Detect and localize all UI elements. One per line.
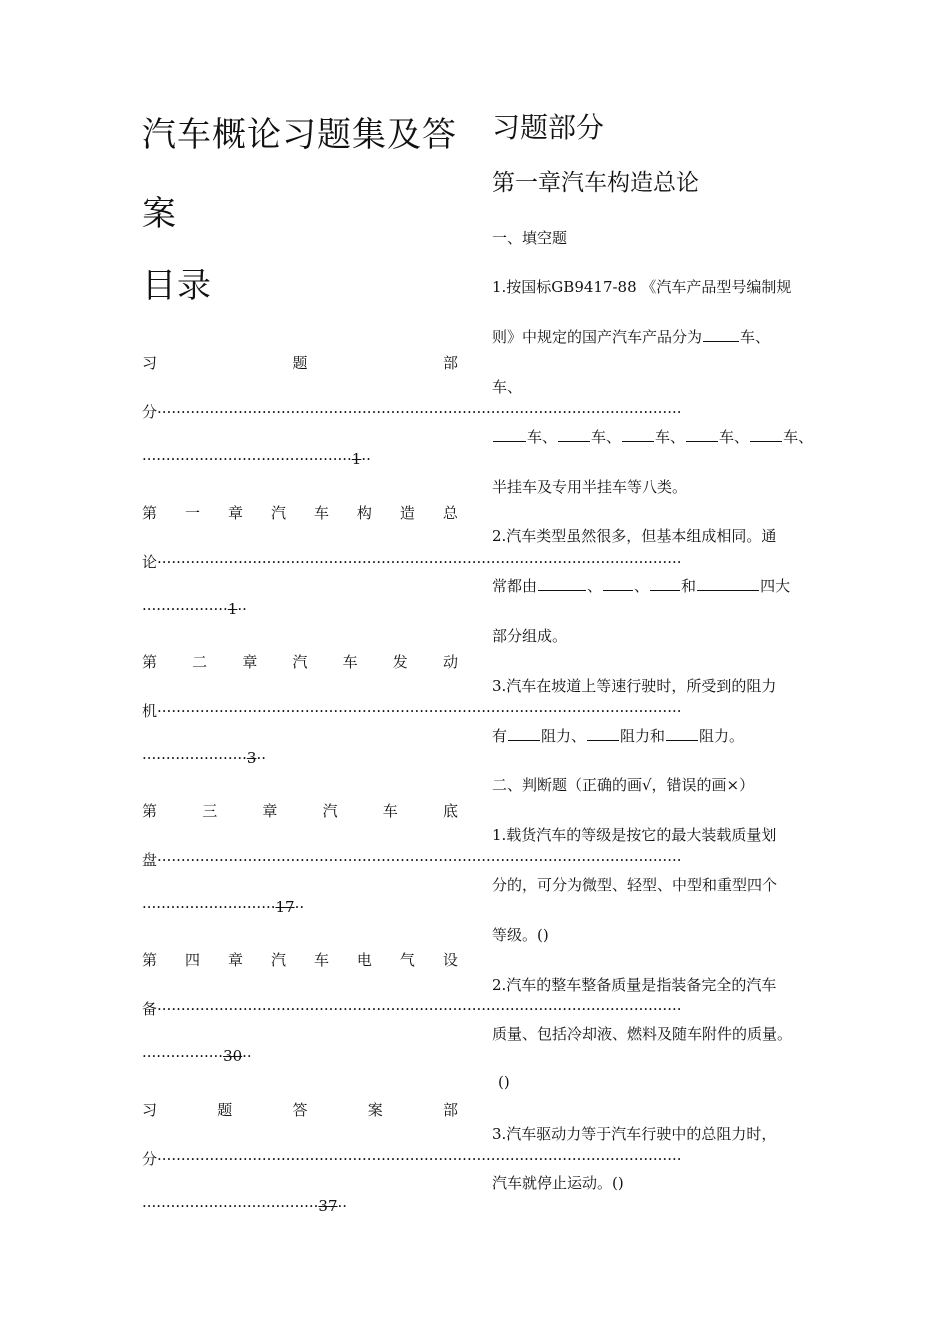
toc-leader-dots: ··	[294, 898, 305, 916]
toc-entry-continuation	[142, 998, 682, 1019]
toc-leader-dots: ··	[237, 600, 247, 618]
toc-heading: 目录	[142, 266, 212, 306]
toc-heading-char: 第	[142, 653, 158, 671]
section-title: 习题部分	[492, 111, 605, 144]
toc-entry-continuation	[142, 1148, 682, 1169]
toc-heading-char: 一	[184, 504, 200, 522]
toc-entry-continuation	[142, 401, 682, 422]
toc-continuation-char: 分	[142, 403, 158, 421]
toc-heading-char: 底	[442, 802, 458, 820]
toc-heading-char: 汽	[270, 504, 286, 522]
toc-heading-char: 第	[142, 504, 158, 522]
toc-heading-char: 章	[227, 951, 243, 969]
toc-leader-dots: ··············································································································	[157, 851, 682, 869]
toc-entry-heading	[142, 800, 458, 821]
doc-title-line2: 案	[142, 194, 177, 234]
q1-line3: 车、	[492, 378, 523, 396]
toc-leader-dots: ············································	[142, 450, 352, 468]
toc-entry-continuation	[142, 849, 682, 870]
toc-leader-dots: ··············································································································	[157, 553, 682, 571]
toc-page-number: 3	[246, 749, 257, 767]
answer-blank	[493, 426, 526, 442]
toc-heading-char: 构	[356, 504, 372, 522]
toc-heading-char: 气	[399, 951, 415, 969]
toc-leader-dots: ··	[256, 749, 266, 767]
toc-leader-dots: ·····································	[142, 1197, 319, 1215]
toc-leader-dots: ··	[337, 1197, 348, 1215]
toc-heading-char: 电	[356, 951, 372, 969]
answer-blank	[650, 575, 680, 591]
toc-heading-char: 造	[399, 504, 415, 522]
toc-page-line	[142, 1047, 252, 1065]
toc-page-number: 17	[275, 898, 295, 916]
toc-entry-continuation	[142, 551, 682, 572]
doc-title-line1: 汽车概论习题集及答	[142, 115, 457, 155]
toc-continuation-char: 论	[142, 553, 158, 571]
toc-page-number: 30	[223, 1047, 243, 1065]
answer-blank	[558, 426, 590, 442]
answer-blank	[538, 575, 586, 591]
q2-line1: 2.汽车类型虽然很多，但基本组成相同。通	[492, 527, 777, 545]
toc-page-line	[142, 450, 371, 468]
q3-line2: 有 阻力、 阻力和 阻力。	[492, 727, 745, 745]
toc-continuation-char: 盘	[142, 851, 158, 869]
toc-leader-dots: ··	[361, 450, 371, 468]
toc-heading-char: 汽	[322, 802, 338, 820]
toc-heading-char: 设	[442, 951, 458, 969]
toc-heading-char: 发	[392, 653, 408, 671]
toc-heading-char: 四	[184, 951, 200, 969]
chapter-title: 第一章汽车构造总论	[492, 170, 699, 196]
toc-heading-char: 车	[382, 802, 398, 820]
toc-continuation-char: 分	[142, 1150, 158, 1168]
toc-heading-char: 车	[313, 951, 329, 969]
toc-page-number: 1	[351, 450, 362, 468]
toc-entry-heading	[142, 502, 458, 523]
toc-entry-continuation	[142, 700, 682, 721]
answer-blank	[603, 575, 633, 591]
toc-leader-dots: ··············································································································	[157, 1000, 682, 1018]
toc-heading-char: 二	[192, 653, 208, 671]
q2-line3: 部分组成。	[492, 627, 568, 645]
toc-heading-char: 部	[442, 1101, 458, 1119]
toc-page-number: 1	[227, 600, 238, 618]
toc-heading-char: 部	[442, 354, 458, 372]
toc-heading-char: 总	[442, 504, 458, 522]
toc-continuation-char: 机	[142, 702, 158, 720]
toc-heading-char: 汽	[270, 951, 286, 969]
toc-heading-char: 汽	[292, 653, 308, 671]
toc-heading-char: 题	[292, 354, 308, 372]
answer-blank	[697, 575, 759, 591]
q1-line2: 则》中规定的国产汽车产品分为 车、	[492, 328, 771, 346]
toc-leader-dots: ··············································································································	[157, 702, 682, 720]
toc-leader-dots: ····························	[142, 898, 276, 916]
j2-line3: ()	[498, 1073, 510, 1091]
toc-leader-dots: ·················	[142, 1047, 224, 1065]
toc-heading-char: 三	[202, 802, 218, 820]
toc-heading-char: 车	[313, 504, 329, 522]
answer-blank	[508, 725, 540, 741]
q2-line2: 常都由 、 、 和 四大	[492, 577, 791, 595]
toc-page-line	[142, 749, 266, 767]
answer-blank	[686, 426, 718, 442]
j2-line1: 2.汽车的整车整备质量是指装备完全的汽车	[492, 976, 777, 994]
q1-line1: 1.按国标GB9417-88 《汽车产品型号编制规	[492, 278, 792, 296]
toc-entry-heading	[142, 651, 458, 672]
j1-line2: 分的，可分为微型、轻型、中型和重型四个	[492, 876, 778, 894]
j1-line1: 1.载货汽车的等级是按它的最大装载质量划	[492, 826, 777, 844]
j1-line3: 等级。()	[492, 926, 549, 944]
toc-heading-char: 答	[292, 1101, 308, 1119]
q1-line4: 车、 车、 车、 车、 车、	[492, 426, 813, 447]
toc-leader-dots: ··	[242, 1047, 252, 1065]
toc-heading-char: 章	[262, 802, 278, 820]
toc-leader-dots: ······················	[142, 749, 247, 767]
answer-blank	[666, 725, 698, 741]
fill-in-heading: 一、填空题	[492, 229, 568, 247]
answer-blank	[703, 326, 739, 342]
judge-heading: 二、判断题（正确的画√，错误的画×）	[492, 776, 755, 794]
q3-line1: 3.汽车在坡道上等速行驶时，所受到的阻力	[492, 677, 777, 695]
toc-entry-heading	[142, 1099, 458, 1120]
toc-leader-dots: ··············································································································	[157, 403, 682, 421]
toc-heading-char: 第	[142, 951, 158, 969]
toc-heading-char: 题	[217, 1101, 233, 1119]
toc-heading-char: 车	[342, 653, 358, 671]
answer-blank	[750, 426, 782, 442]
toc-continuation-char: 备	[142, 1000, 158, 1018]
answer-blank	[622, 426, 654, 442]
toc-page-number: 37	[318, 1197, 338, 1215]
toc-entry-heading	[142, 949, 458, 970]
j2-line2: 质量、包括冷却液、燃料及随车附件的质量。	[492, 1025, 793, 1043]
toc-leader-dots: ··············································································································	[157, 1150, 682, 1168]
toc-heading-char: 动	[442, 653, 458, 671]
toc-heading-char: 案	[367, 1101, 383, 1119]
toc-heading-char: 第	[142, 802, 158, 820]
toc-heading-char: 章	[227, 504, 243, 522]
j3-line1: 3.汽车驱动力等于汽车行驶中的总阻力时，	[492, 1125, 777, 1143]
toc-heading-char: 章	[242, 653, 258, 671]
toc-heading-char: 习	[142, 354, 158, 372]
toc-page-line	[142, 600, 247, 618]
answer-blank	[587, 725, 619, 741]
toc-entry-heading	[142, 352, 458, 373]
toc-leader-dots: ··················	[142, 600, 228, 618]
toc-page-line	[142, 1197, 347, 1215]
toc-heading-char: 习	[142, 1101, 158, 1119]
toc-page-line	[142, 898, 304, 916]
q1-line5: 半挂车及专用半挂车等八类。	[492, 478, 688, 496]
j3-line2: 汽车就停止运动。()	[492, 1174, 624, 1192]
